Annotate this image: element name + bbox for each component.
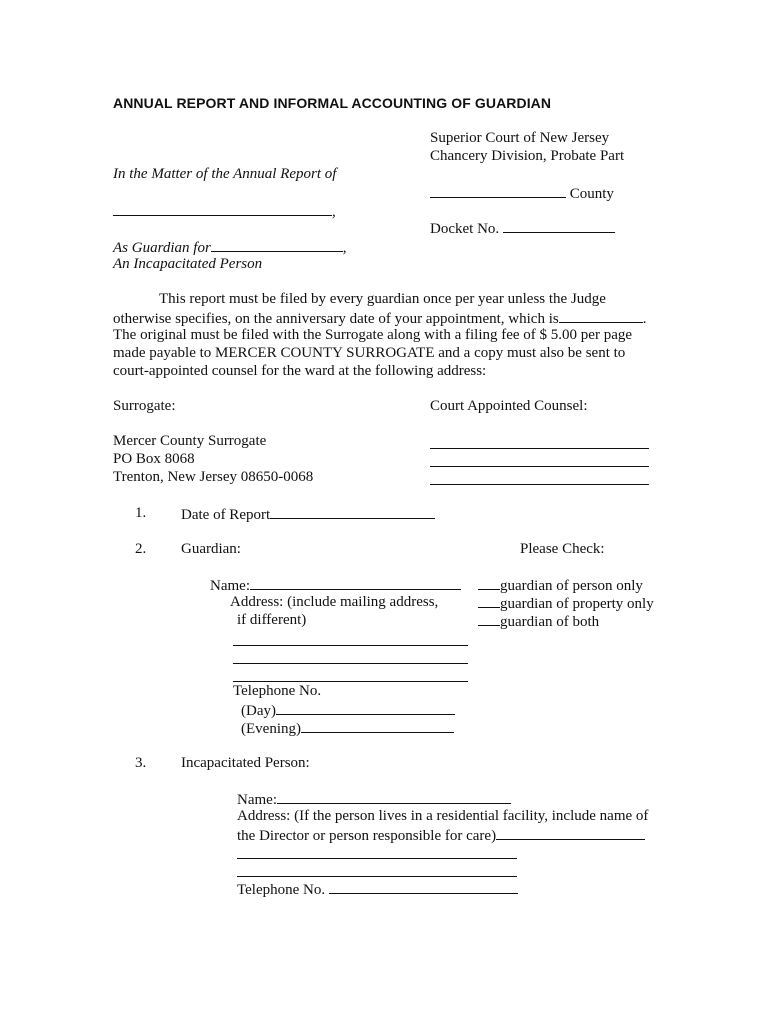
option-person-only[interactable] bbox=[478, 576, 643, 595]
intro-line-2-text: otherwise specifies, on the anniversary date of your appointment, which is bbox=[113, 311, 559, 327]
county-label: County bbox=[569, 186, 614, 202]
section-3-number: 3. bbox=[135, 755, 147, 771]
court-division: Chancery Division, Probate Part bbox=[430, 148, 625, 164]
comma: , bbox=[332, 204, 336, 220]
date-of-report-field[interactable] bbox=[270, 505, 435, 519]
evening-phone-label: (Evening) bbox=[241, 721, 301, 737]
incap-phone-field[interactable] bbox=[329, 880, 518, 894]
date-of-report-label: Date of Report bbox=[181, 507, 271, 523]
ward-name-field[interactable] bbox=[211, 238, 343, 252]
day-phone-label: (Day) bbox=[241, 703, 276, 719]
guardian-name-row bbox=[113, 202, 336, 221]
page-title: ANNUAL REPORT AND INFORMAL ACCOUNTING OF GUARDIAN bbox=[113, 95, 552, 111]
docket-row bbox=[430, 219, 615, 238]
evening-phone-field[interactable] bbox=[301, 719, 454, 733]
incap-address-line-1[interactable] bbox=[237, 858, 517, 859]
incap-address-line-2[interactable] bbox=[237, 876, 517, 877]
as-guardian-label: As Guardian for bbox=[113, 240, 211, 256]
county-row bbox=[430, 184, 614, 203]
docket-field[interactable] bbox=[503, 219, 615, 233]
guardian-label: Guardian: bbox=[181, 541, 241, 557]
guardian-name-field[interactable] bbox=[113, 202, 332, 216]
option-property-only[interactable] bbox=[478, 594, 654, 613]
incap-director-field[interactable] bbox=[496, 826, 645, 840]
comma-2: , bbox=[342, 240, 347, 256]
evening-phone-row bbox=[241, 719, 454, 738]
anniversary-date-field[interactable] bbox=[559, 309, 643, 323]
intro-line-1: This report must be filed by every guardian once per year unless the Judge bbox=[159, 291, 606, 307]
incap-address-label-2: the Director or person responsible for care) bbox=[237, 828, 497, 844]
day-phone-row bbox=[241, 701, 455, 720]
checkbox-property-only[interactable] bbox=[478, 594, 500, 608]
intro-line-5: court-appointed counsel for the ward at the following address: bbox=[113, 363, 487, 379]
as-guardian-row bbox=[113, 238, 347, 257]
docket-label: Docket No. bbox=[430, 221, 500, 237]
intro-line-4: made payable to MERCER COUNTY SURROGATE and a copy must also be sent to bbox=[113, 345, 626, 361]
incap-name-label: Name: bbox=[237, 792, 277, 808]
guardian-name-row-2 bbox=[210, 576, 461, 595]
incap-phone-row bbox=[237, 880, 518, 899]
incap-address-row bbox=[237, 826, 645, 845]
counsel-label: Court Appointed Counsel: bbox=[430, 398, 588, 414]
day-phone-field[interactable] bbox=[276, 701, 455, 715]
incapacitated-person-label: Incapacitated Person: bbox=[181, 755, 310, 771]
incap-address-label: Address: (If the person lives in a residential facility, include name of bbox=[237, 808, 649, 824]
court-name: Superior Court of New Jersey bbox=[430, 130, 610, 146]
section-1-number: 1. bbox=[135, 505, 147, 521]
please-check-label: Please Check: bbox=[520, 541, 605, 557]
guardian-address-line-3[interactable] bbox=[233, 681, 468, 682]
surrogate-label: Surrogate: bbox=[113, 398, 176, 414]
checkbox-person-only[interactable] bbox=[478, 576, 500, 590]
section-2-number: 2. bbox=[135, 541, 147, 557]
surrogate-box: PO Box 8068 bbox=[113, 451, 195, 467]
counsel-line-3[interactable] bbox=[430, 484, 649, 485]
incap-name-row bbox=[237, 790, 511, 809]
intro-period: . bbox=[642, 311, 647, 327]
guardian-address-label: Address: (include mailing address, bbox=[230, 594, 439, 610]
incap-name-field[interactable] bbox=[277, 790, 511, 804]
guardian-name-label: Name: bbox=[210, 578, 250, 594]
guardian-address-line-1[interactable] bbox=[233, 645, 468, 646]
guardian-address-line-2[interactable] bbox=[233, 663, 468, 664]
surrogate-city: Trenton, New Jersey 08650-0068 bbox=[113, 469, 314, 485]
guardian-address-label-2: if different) bbox=[237, 612, 307, 628]
intro-line-2 bbox=[113, 309, 646, 328]
county-field[interactable] bbox=[430, 184, 566, 198]
matter-heading: In the Matter of the Annual Report of bbox=[113, 166, 337, 182]
guardian-phone-label: Telephone No. bbox=[233, 683, 322, 699]
incapacitated-label: An Incapacitated Person bbox=[113, 256, 263, 272]
option-both-label: guardian of both bbox=[500, 614, 600, 630]
guardian-name-input[interactable] bbox=[250, 576, 461, 590]
counsel-line-2[interactable] bbox=[430, 466, 649, 467]
date-of-report-row bbox=[181, 505, 435, 524]
checkbox-both[interactable] bbox=[478, 612, 500, 626]
counsel-line-1[interactable] bbox=[430, 448, 649, 449]
surrogate-name: Mercer County Surrogate bbox=[113, 433, 267, 449]
option-both[interactable] bbox=[478, 612, 599, 631]
option-property-only-label: guardian of property only bbox=[500, 596, 654, 612]
option-person-only-label: guardian of person only bbox=[500, 578, 643, 594]
intro-line-3: The original must be filed with the Surrogate along with a filing fee of $ 5.00 per page bbox=[113, 327, 633, 343]
incap-phone-label: Telephone No. bbox=[237, 882, 326, 898]
